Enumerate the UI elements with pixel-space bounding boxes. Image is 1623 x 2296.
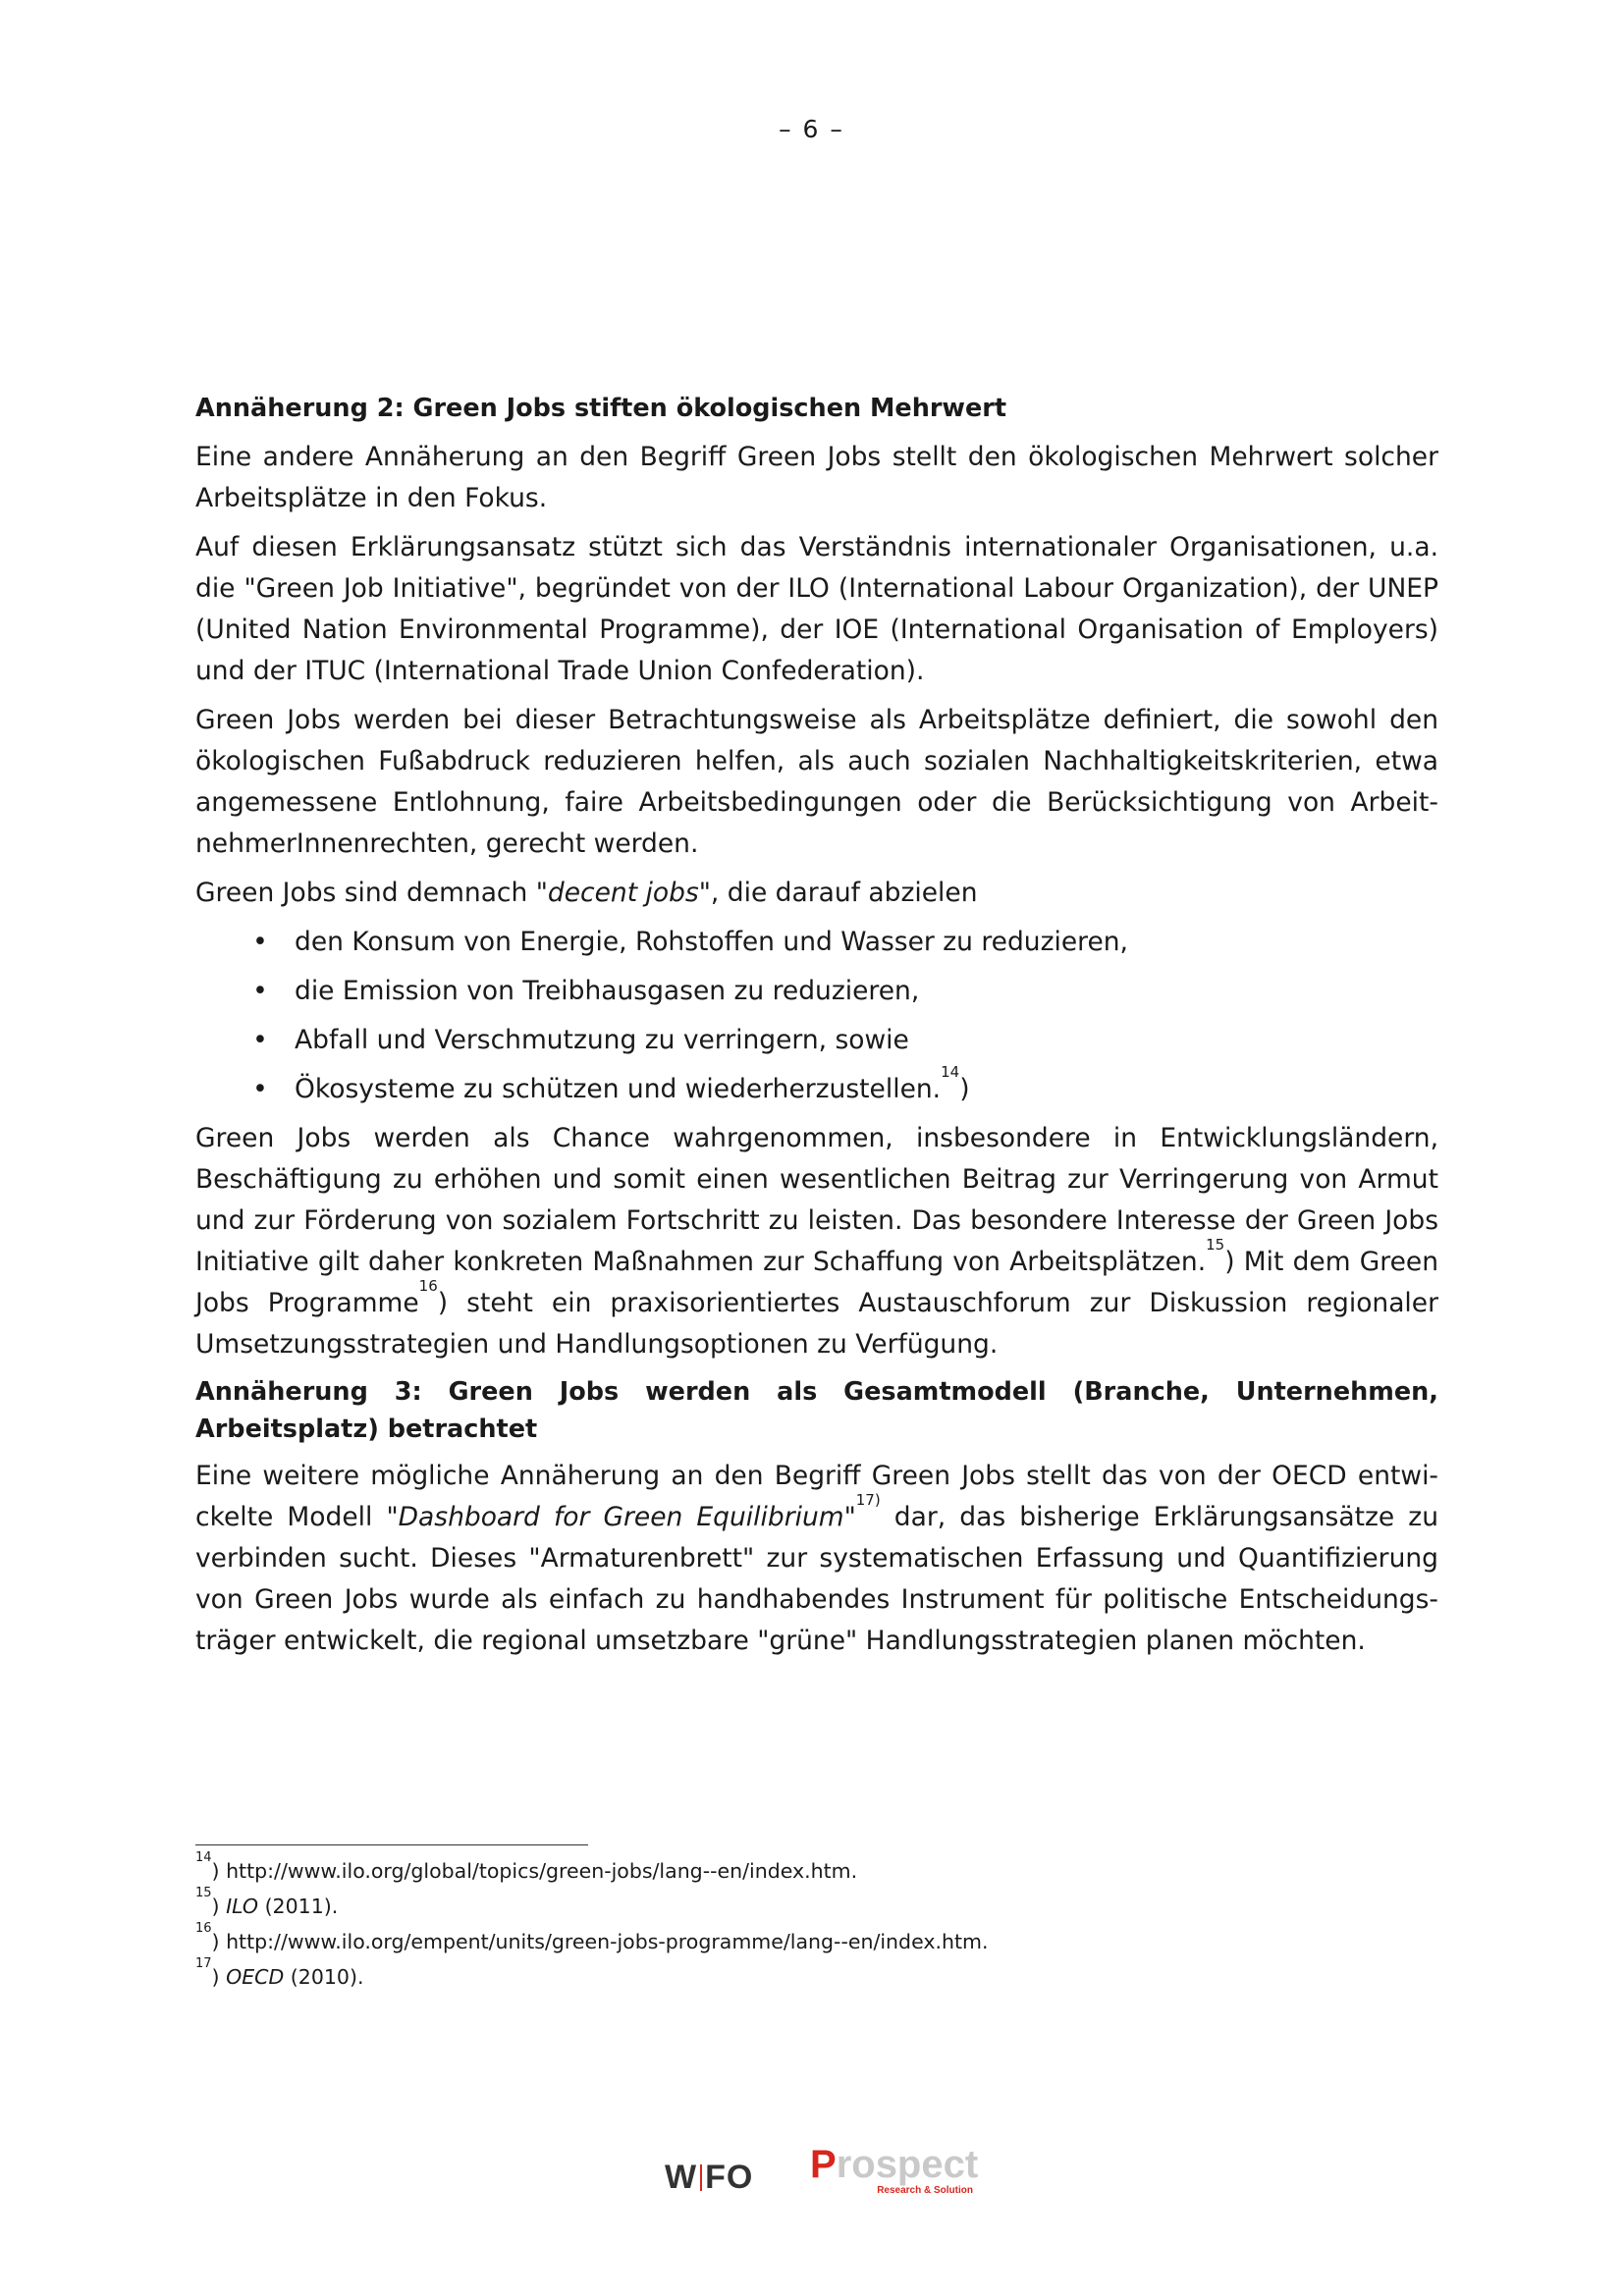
goals-list xyxy=(195,922,1438,1110)
section-2-paragraph-5: Green Jobs werden als Chance wahrgenommen, insbesondere in Entwicklungsländern, Beschäftigung zu erhöhen und somit einen wesentlichen Beitrag zur Verringerung von Armut und zur Förderung von sozialem Fortschritt zu leisten. Das besondere Interesse der Green Jobs Initiative gilt daher konkreten Maßnahmen zur Schaffung von Arbeitsplätzen.$^{15}$) Mit dem Green Jobs Programme$^{16}$) steht ein praxisorientiertes Austauschforum zur Diskussion regionaler Umsetzungsstrategien und Handlungsoptionen zu Verfügung. xyxy=(195,1123,1438,1360)
section-2-paragraph-1: Eine andere Annäherung an den Begriff Green Jobs stellt den ökologischen Mehrwert solcher Arbeitsplätze in den Fokus. xyxy=(195,442,1438,513)
dashboard-term: Dashboard for Green Equilibrium xyxy=(398,1502,844,1532)
bullet-icon: • xyxy=(252,927,268,957)
section-3-paragraph-1: Eine weitere mögliche Annäherung an den Begriff Green Jobs stellt das von der OECD entwi-ckelte Modell "Dashboard for Green Equilibrium"$^{17)}$ dar, das bisherige Erklärungsansätze zu verbinden sucht. Dieses "Armaturenbrett" zur systematischen Erfassung und Quantifizierung von Green Jobs wurde als einfach zu handhabendes Instrument für politische Entscheidungs-träger entwickelt, die regional umsetzbare "grüne" Handlungsstrategien planen möchten. xyxy=(195,1461,1438,1656)
footnote-ref[interactable]: 16 xyxy=(418,1277,438,1295)
footnote-link[interactable]: http://www.ilo.org/empent/units/green-jobs-programme/lang--en/index.htm. xyxy=(226,1930,989,1953)
footnote-ref[interactable]: 17) xyxy=(855,1491,881,1509)
decent-jobs-term: decent jobs xyxy=(547,878,699,908)
section-2-paragraph-4: Green Jobs sind demnach "decent jobs", die darauf abzielen xyxy=(195,878,978,908)
footnote-separator xyxy=(195,1844,588,1845)
footnote-16: $^{16}$) http://www.ilo.org/empent/units/green-jobs-programme/lang--en/index.htm. xyxy=(195,1921,989,1953)
page-number: – 6 – xyxy=(779,115,844,143)
list-item: • den Konsum von Energie, Rohstoffen und Wasser zu reduzieren, xyxy=(195,922,1438,963)
footnotes xyxy=(195,1850,1438,1995)
list-item: • die Emission von Treibhausgasen zu reduzieren, xyxy=(195,971,1438,1012)
bullet-icon: • xyxy=(252,976,268,1006)
footer-logos xyxy=(0,2145,1623,2204)
footnote-ref[interactable]: 15 xyxy=(1206,1236,1225,1254)
main-content xyxy=(195,388,1438,1670)
bullet-icon: • xyxy=(252,1074,268,1104)
list-item: • Abfall und Verschmutzung zu verringern, sowie xyxy=(195,1020,1438,1061)
section-3-heading: Annäherung 3: Green Jobs werden als Gesamtmodell (Branche, Unternehmen, Arbeitsplatz) betrachtet xyxy=(195,1377,1438,1444)
section-2-paragraph-2: Auf diesen Erklärungsansatz stützt sich das Verständnis internationaler Organisationen, u.a. die "Green Job Initiative", begründet von der ILO (International Labour Organization), der UNEP (United Nation Environmental Programme), der IOE (International Organisation of Employers) und der ITUC (International Trade Union Confederation). xyxy=(195,532,1438,686)
prospect-logo: Prospect Research & Solution xyxy=(810,2143,979,2196)
section-2-paragraph-3: Green Jobs werden bei dieser Betrachtungsweise als Arbeitsplätze definiert, die sowohl den ökologischen Fußabdruck reduzieren helfen, als auch sozialen Nachhaltigkeitskriterien, etwa angemessene Entlohnung, faire Arbeitsbedingungen oder die Berücksichtigung von Arbeit-nehmerInnenrechten, gerecht werden. xyxy=(195,705,1438,859)
section-2-heading: Annäherung 2: Green Jobs stiften ökologischen Mehrwert xyxy=(195,394,1007,423)
footnote-15: $^{15}$) ILO (2011). xyxy=(195,1886,339,1918)
list-item: • Ökosysteme zu schützen und wiederherzustellen.$^{14}$) xyxy=(195,1069,1438,1110)
footnote-ref[interactable]: 14 xyxy=(941,1063,960,1081)
footnote-link[interactable]: http://www.ilo.org/global/topics/green-jobs/lang--en/index.htm. xyxy=(226,1859,858,1883)
footnote-17: $^{17}$) OECD (2010). xyxy=(195,1956,364,1989)
wifo-logo: W FO xyxy=(665,2159,754,2196)
bullet-icon: • xyxy=(252,1025,268,1055)
footnote-14: $^{14}$) http://www.ilo.org/global/topics/green-jobs/lang--en/index.htm. xyxy=(195,1850,858,1883)
